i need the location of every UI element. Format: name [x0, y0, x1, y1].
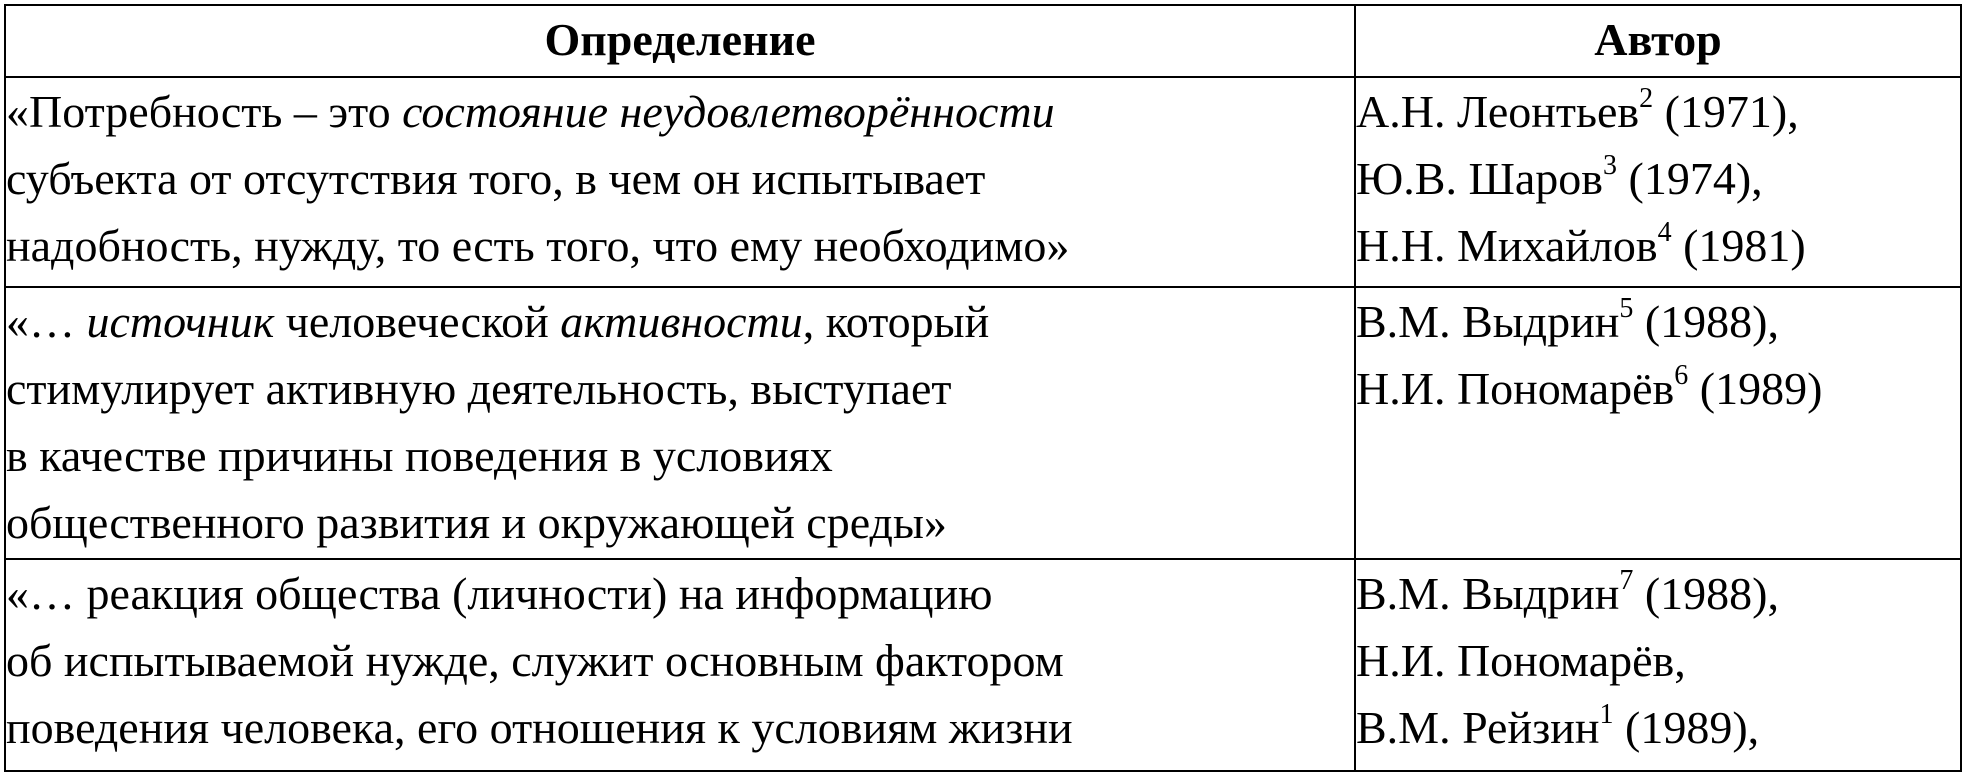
definition-text: субъекта от отсутствия того, в чем он испытывает [6, 153, 986, 204]
table-row [5, 287, 1961, 559]
table-row [5, 77, 1961, 287]
author-line [1356, 145, 1960, 212]
definition-cell [5, 559, 1355, 771]
author-year: (1988), [1633, 568, 1779, 619]
definition-line [6, 489, 1354, 556]
author-cell [1355, 77, 1961, 287]
definition-cell [5, 77, 1355, 287]
definition-line [6, 145, 1354, 212]
definition-line [6, 627, 1354, 694]
definition-line [6, 422, 1354, 489]
author-year: (1988), [1633, 296, 1779, 347]
definition-text: , который [802, 296, 990, 347]
author-name: В.М. Рейзин [1356, 702, 1600, 753]
footnote-ref: 3 [1603, 149, 1618, 181]
definition-text: общественного развития и окружающей среды» [6, 497, 947, 548]
author-name: А.Н. Леонтьев [1356, 86, 1640, 137]
definition-text: «… реакция общества (личности) на информацию [6, 568, 993, 619]
table-row [5, 559, 1961, 771]
definition-text: «Потребность – это [6, 86, 403, 137]
author-line [1356, 212, 1960, 279]
author-year: (1989) [1688, 363, 1823, 414]
table-header-row [5, 5, 1961, 77]
definition-text: человеческой [274, 296, 561, 347]
definition-text: надобность, нужду, то есть того, что ему необходимо» [6, 220, 1070, 271]
header-author: Автор [1355, 5, 1961, 77]
footnote-ref: 1 [1599, 698, 1614, 730]
definition-cell [5, 287, 1355, 559]
footnote-ref: 6 [1674, 359, 1689, 391]
author-name: В.М. Выдрин [1356, 296, 1620, 347]
definition-text: об испытываемой нужде, служит основным фактором [6, 635, 1064, 686]
definition-line [6, 694, 1354, 761]
author-name: В.М. Выдрин [1356, 568, 1620, 619]
author-name: Н.И. Пономарёв [1356, 363, 1675, 414]
definition-text: в качестве причины поведения в условиях [6, 430, 833, 481]
definition-text: стимулирует активную деятельность, выступает [6, 363, 952, 414]
author-line [1356, 560, 1960, 627]
definition-emphasis: активности [560, 296, 803, 347]
definition-text: «… [6, 296, 87, 347]
definition-line [6, 560, 1354, 627]
author-year: (1981) [1671, 220, 1806, 271]
definition-text: поведения человека, его отношения к условиям жизни [6, 702, 1073, 753]
definition-line [6, 355, 1354, 422]
definition-emphasis: состояние неудовлетворённости [402, 86, 1055, 137]
footnote-ref: 2 [1639, 82, 1654, 114]
header-definition: Определение [5, 5, 1355, 77]
definition-line [6, 288, 1354, 355]
author-line [1356, 78, 1960, 145]
author-line [1356, 288, 1960, 355]
author-year: (1974), [1617, 153, 1763, 204]
footnote-ref: 5 [1619, 292, 1634, 324]
definitions-table [4, 4, 1962, 772]
author-name: Н.Н. Михайлов [1356, 220, 1658, 271]
author-cell [1355, 287, 1961, 559]
author-year: (1971), [1653, 86, 1799, 137]
definition-line [6, 78, 1354, 145]
definition-line [6, 212, 1354, 279]
author-line [1356, 355, 1960, 422]
author-cell [1355, 559, 1961, 771]
footnote-ref: 7 [1619, 564, 1634, 596]
definition-emphasis: источник [86, 296, 275, 347]
author-year: (1989), [1613, 702, 1760, 753]
author-name: Ю.В. Шаров [1356, 153, 1604, 204]
author-line [1356, 627, 1960, 694]
author-line [1356, 694, 1960, 761]
author-name: Н.И. Пономарёв, [1356, 635, 1686, 686]
footnote-ref: 4 [1657, 216, 1672, 248]
